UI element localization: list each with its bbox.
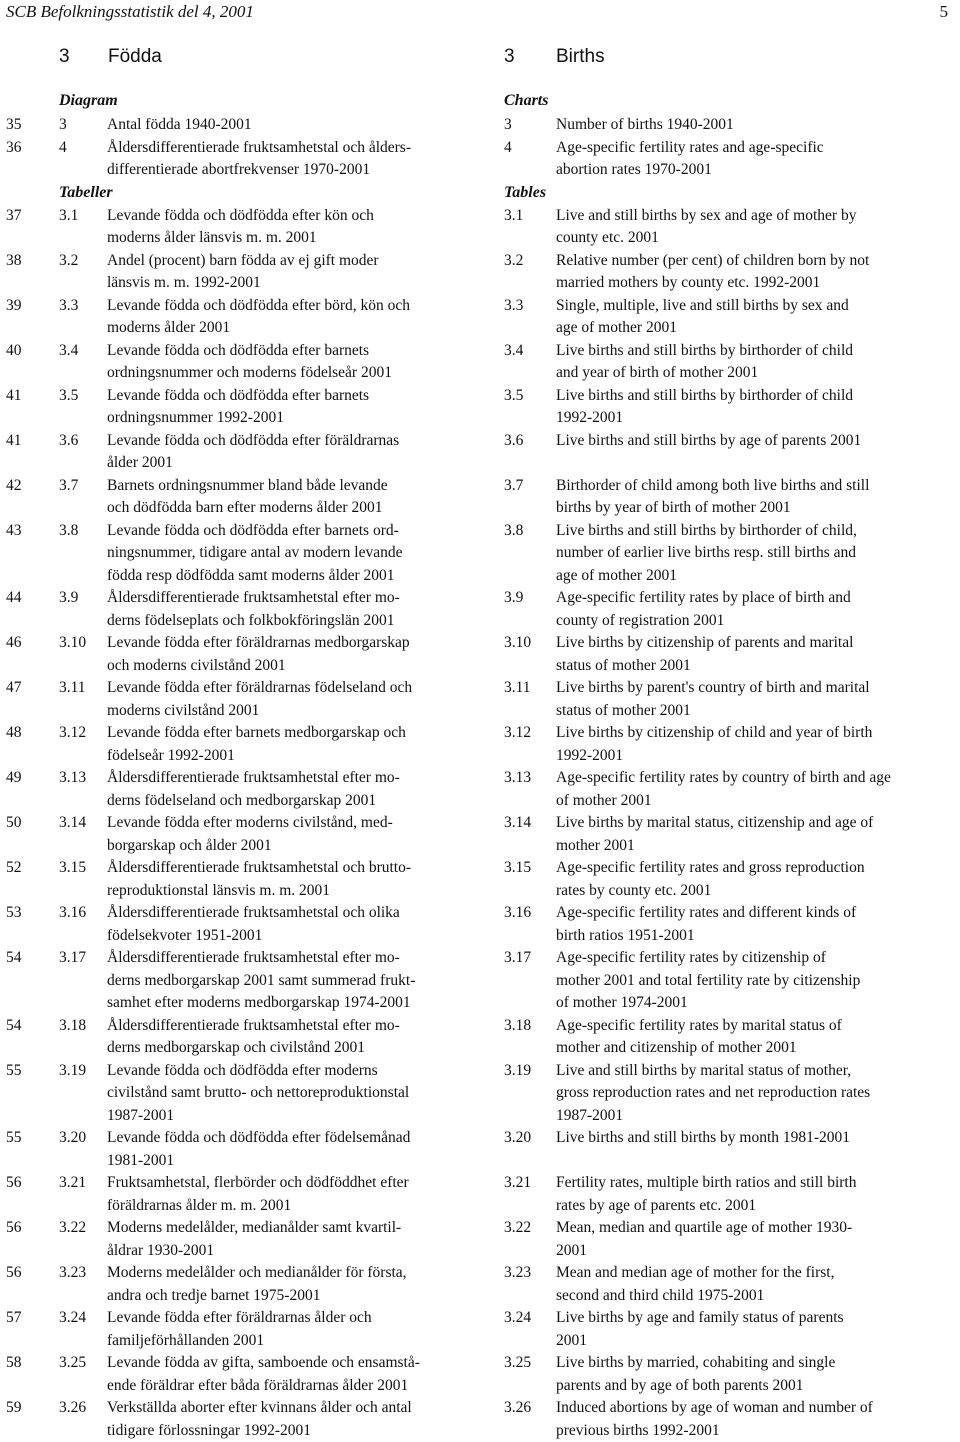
item-title-english [556, 1060, 960, 1128]
title-line: mother and citizenship of mother 2001 [556, 1039, 797, 1056]
item-title-english [556, 385, 960, 430]
title-line: Åldersdifferentierade fruktsamhetstal och brutto- [107, 859, 412, 876]
title-line: derns medborgarskap och civilstånd 2001 [107, 1039, 365, 1056]
title-line: borgarskap och ålder 2001 [107, 836, 272, 854]
item-title-english [556, 430, 960, 453]
title-line: Live births and still births by birthorder of child [556, 386, 854, 404]
section-name: Births [556, 46, 605, 67]
item-title-english [556, 1397, 960, 1442]
title-line: Live and still births by marital status of mother, [556, 1061, 852, 1079]
page-ref: 56 [6, 1264, 22, 1281]
title-line: derns medborgarskap 2001 samt summerad frukt- [107, 971, 416, 989]
title-line: Live births and still births by age of parents 2001 [556, 431, 862, 449]
subheading-diagram: Diagram [59, 92, 118, 109]
item-title-swedish [107, 340, 489, 385]
item-number-swedish: 3.9 [59, 589, 79, 606]
item-number-swedish: 3.7 [59, 476, 79, 494]
title-line: and year of birth of mother 2001 [556, 364, 759, 381]
title-line: Live births by marital status, citizenship and age of [556, 814, 874, 831]
title-line: Antal födda 1940-2001 [107, 116, 252, 133]
page-ref: 52 [6, 859, 22, 876]
title-line: Levande födda och dödfödda efter föräldrarnas [107, 431, 400, 449]
item-title-swedish [107, 520, 489, 588]
title-line: Age-specific fertility rates and age-specific [556, 138, 824, 156]
page-ref: 40 [6, 341, 22, 359]
title-line: samhet efter moderns medborgarskap 1974-2001 [107, 994, 411, 1011]
title-line: derns födelseland och medborgarskap 2001 [107, 791, 377, 809]
title-line: Live births by parent's country of birth and marital [556, 679, 870, 696]
item-number-english: 3.22 [504, 1219, 532, 1236]
item-number-english: 3.14 [504, 814, 532, 831]
item-number-swedish: 3.19 [59, 1061, 87, 1079]
page-ref: 41 [6, 386, 22, 404]
title-line: Number of births 1940-2001 [556, 116, 734, 133]
item-number-swedish: 3.3 [59, 296, 79, 314]
title-line: Fertility rates, multiple birth ratios and still birth [556, 1174, 857, 1191]
title-line: 1987-2001 [556, 1106, 624, 1124]
item-title-english [556, 632, 960, 677]
item-title-swedish [107, 205, 489, 250]
item-number-swedish: 3.15 [59, 859, 87, 876]
item-number-swedish: 3.26 [59, 1399, 87, 1416]
title-line: 1992-2001 [556, 409, 624, 426]
item-number-english: 4 [504, 138, 512, 156]
title-line: ordningsnummer och moderns födelseår 2001 [107, 364, 392, 381]
title-line: länsvis m. m. 1992-2001 [107, 274, 261, 291]
section-name: Födda [108, 46, 162, 67]
item-number-swedish: 3.2 [59, 251, 79, 269]
item-number-swedish: 3.18 [59, 1016, 87, 1034]
item-number-english: 3.7 [504, 476, 524, 494]
item-title-english [556, 205, 960, 250]
title-line: number of earlier live births resp. still births and [556, 544, 857, 561]
item-title-english [556, 340, 960, 385]
item-title-swedish [107, 947, 489, 1015]
item-title-swedish [107, 1307, 489, 1352]
item-number-english: 3.24 [504, 1309, 532, 1326]
item-number-swedish: 3.12 [59, 724, 87, 741]
section-number: 3 [504, 46, 515, 67]
title-line: of mother 2001 [556, 791, 652, 809]
title-line: Andel (procent) barn födda av ej gift moder [107, 251, 379, 269]
title-line: Age-specific fertility rates by marital status of [556, 1016, 842, 1034]
title-line: Live births by age and family status of parents [556, 1309, 844, 1326]
item-title-swedish [107, 1127, 489, 1172]
title-line: civilstånd samt brutto- och nettoreproduktionstal [107, 1084, 410, 1101]
title-line: second and third child 1975-2001 [556, 1286, 765, 1304]
title-line: Mean and median age of mother for the first, [556, 1264, 835, 1281]
page-ref: 35 [6, 116, 22, 133]
item-title-english [556, 1352, 960, 1397]
title-line: previous births 1992-2001 [556, 1421, 720, 1439]
item-number-english: 3.25 [504, 1354, 532, 1371]
item-title-swedish [107, 722, 489, 767]
title-line: Live births by citizenship of parents and marital [556, 634, 854, 651]
page-number: 5 [939, 2, 948, 21]
title-line: mother 2001 and total fertility rate by citizenship [556, 971, 861, 989]
item-number-swedish: 3.22 [59, 1219, 87, 1236]
title-line: Levande födda efter föräldrarnas ålder och [107, 1309, 372, 1326]
item-title-english [556, 250, 960, 295]
page-ref: 49 [6, 769, 22, 786]
item-title-swedish [107, 902, 489, 947]
item-number-swedish: 3.20 [59, 1129, 87, 1146]
title-line: Age-specific fertility rates by country of birth and age [556, 769, 891, 786]
item-title-swedish [107, 587, 489, 632]
item-title-english [556, 587, 960, 632]
page-ref: 50 [6, 814, 22, 831]
title-line: ende föräldrar efter båda föräldrarnas ålder 2001 [107, 1376, 409, 1394]
page-ref: 59 [6, 1399, 22, 1416]
title-line: county etc. 2001 [556, 229, 659, 246]
title-line: Levande födda och dödfödda efter börd, kön och [107, 296, 410, 314]
page-ref: 42 [6, 476, 22, 494]
item-number-english: 3.8 [504, 521, 524, 539]
page-ref: 53 [6, 904, 22, 921]
title-line: age of mother 2001 [556, 319, 677, 336]
title-line: födda resp dödfödda samt moderns ålder 2001 [107, 566, 395, 584]
title-line: Live births by citizenship of child and year of birth [556, 724, 873, 741]
section-title-swedish [59, 46, 162, 68]
item-title-english [556, 114, 960, 137]
item-title-swedish [107, 385, 489, 430]
item-number-swedish: 3.23 [59, 1264, 87, 1281]
title-line: Live births and still births by birthorder of child [556, 341, 854, 359]
item-number-english: 3.17 [504, 949, 532, 966]
item-title-english [556, 295, 960, 340]
item-title-swedish [107, 114, 489, 137]
item-number-swedish: 3.1 [59, 206, 79, 224]
title-line: Levande födda efter föräldrarnas medborgarskap [107, 634, 410, 651]
item-number-swedish: 3.4 [59, 341, 79, 359]
title-line: county of registration 2001 [556, 611, 725, 629]
title-line: Birthorder of child among both live births and still [556, 476, 870, 494]
page-ref: 43 [6, 521, 22, 539]
item-title-english [556, 1217, 960, 1262]
item-number-swedish: 3.21 [59, 1174, 87, 1191]
section-number: 3 [59, 46, 70, 67]
item-title-swedish [107, 1217, 489, 1262]
title-line: Fruktsamhetstal, flerbörder och dödföddhet efter [107, 1174, 409, 1191]
item-title-english [556, 137, 960, 182]
title-line: Levande födda och dödfödda efter barnets [107, 386, 370, 404]
title-line: 2001 [556, 1331, 587, 1349]
title-line: ordningsnummer 1992-2001 [107, 409, 284, 426]
item-number-english: 3.9 [504, 589, 524, 606]
item-title-swedish [107, 1172, 489, 1217]
title-line: födelsekvoter 1951-2001 [107, 926, 263, 944]
item-number-swedish: 3.13 [59, 769, 87, 786]
title-line: parents and by age of both parents 2001 [556, 1376, 804, 1394]
item-number-swedish: 3.24 [59, 1309, 87, 1326]
item-number-english: 3.21 [504, 1174, 532, 1191]
item-number-swedish: 3.14 [59, 814, 87, 831]
item-number-english: 3.2 [504, 251, 524, 269]
title-line: Live births and still births by month 1981-2001 [556, 1129, 851, 1146]
title-line: Åldersdifferentierade fruktsamhetstal och ålders- [107, 138, 411, 156]
page-ref: 38 [6, 251, 22, 269]
title-line: 2001 [556, 1241, 587, 1259]
item-number-swedish: 3.8 [59, 521, 79, 539]
item-number-swedish: 3.11 [59, 679, 86, 696]
title-line: andra och tredje barnet 1975-2001 [107, 1286, 321, 1304]
title-line: Live births by married, cohabiting and single [556, 1354, 836, 1371]
item-number-english: 3 [504, 116, 512, 133]
title-line: föräldrarnas ålder m. m. 2001 [107, 1196, 292, 1214]
item-title-english [556, 1307, 960, 1352]
item-number-english: 3.19 [504, 1061, 532, 1079]
item-number-english: 3.10 [504, 634, 532, 651]
title-line: moderns ålder 2001 [107, 319, 231, 336]
title-line: Levande födda och dödfödda efter barnets ord- [107, 521, 399, 539]
item-number-english: 3.12 [504, 724, 532, 741]
title-line: moderns ålder länsvis m. m. 2001 [107, 229, 317, 246]
page-ref: 36 [6, 138, 22, 156]
item-number-english: 3.20 [504, 1129, 532, 1146]
title-line: derns födelseplats och folkbokföringslän 2001 [107, 611, 395, 629]
item-title-swedish [107, 295, 489, 340]
item-title-english [556, 812, 960, 857]
item-title-swedish [107, 677, 489, 722]
item-number-english: 3.13 [504, 769, 532, 786]
item-number-swedish: 4 [59, 138, 67, 156]
item-title-swedish [107, 767, 489, 812]
item-number-swedish: 3.5 [59, 386, 79, 404]
item-title-swedish [107, 1060, 489, 1128]
title-line: Age-specific fertility rates by place of birth and [556, 589, 851, 606]
title-line: gross reproduction rates and net reproduction rates [556, 1084, 871, 1101]
title-line: Moderns medelålder och medianålder för första, [107, 1264, 407, 1281]
title-line: of mother 1974-2001 [556, 994, 688, 1011]
item-title-english [556, 1172, 960, 1217]
title-line: rates by age of parents etc. 2001 [556, 1196, 757, 1214]
item-title-swedish [107, 137, 489, 182]
title-line: Åldersdifferentierade fruktsamhetstal efter mo- [107, 769, 400, 786]
item-number-english: 3.5 [504, 386, 524, 404]
title-line: Levande födda av gifta, samboende och ensamstå- [107, 1354, 420, 1371]
title-line: married mothers by county etc. 1992-2001 [556, 274, 821, 291]
item-title-english [556, 475, 960, 520]
title-line: och moderns civilstånd 2001 [107, 656, 286, 674]
title-line: 1992-2001 [556, 746, 624, 764]
item-title-english [556, 857, 960, 902]
title-line: Induced abortions by age of woman and number of [556, 1399, 873, 1416]
page-ref: 41 [6, 431, 22, 449]
page-ref: 54 [6, 949, 22, 966]
item-number-english: 3.11 [504, 679, 531, 696]
page-ref: 56 [6, 1219, 22, 1236]
title-line: mother 2001 [556, 836, 635, 854]
item-title-english [556, 1127, 960, 1150]
item-title-swedish [107, 1352, 489, 1397]
title-line: Åldersdifferentierade fruktsamhetstal och olika [107, 904, 400, 921]
title-line: tidigare förlossningar 1992-2001 [107, 1421, 312, 1439]
title-line: ålder 2001 [107, 454, 173, 471]
title-line: Age-specific fertility rates by citizenship of [556, 949, 826, 966]
item-number-english: 3.16 [504, 904, 532, 921]
title-line: Levande födda efter moderns civilstånd, med- [107, 814, 393, 831]
title-line: births by year of birth of mother 2001 [556, 499, 791, 516]
title-line: Mean, median and quartile age of mother 1930- [556, 1219, 853, 1236]
page-ref: 55 [6, 1061, 22, 1079]
title-line: moderns civilstånd 2001 [107, 701, 260, 719]
title-line: Levande födda och dödfödda efter kön och [107, 206, 374, 224]
title-line: Levande födda och dödfödda efter barnets [107, 341, 370, 359]
item-title-english [556, 1015, 960, 1060]
title-line: Relative number (per cent) of children born by not [556, 251, 870, 269]
title-line: Single, multiple, live and still births by sex and [556, 296, 849, 314]
item-title-swedish [107, 857, 489, 902]
title-line: Moderns medelålder, medianålder samt kvartil- [107, 1219, 402, 1236]
page-ref: 57 [6, 1309, 22, 1326]
item-title-swedish [107, 1015, 489, 1060]
page-ref: 54 [6, 1016, 22, 1034]
title-line: Age-specific fertility rates and different kinds of [556, 904, 857, 921]
subheading-tables: Tables [504, 183, 547, 201]
title-line: abortion rates 1970-2001 [556, 161, 712, 178]
title-line: rates by county etc. 2001 [556, 881, 712, 899]
item-title-english [556, 1262, 960, 1307]
title-line: Levande födda efter barnets medborgarskap och [107, 724, 406, 741]
title-line: status of mother 2001 [556, 656, 691, 674]
title-line: differentierade abortfrekvenser 1970-2001 [107, 161, 371, 178]
page-ref: 39 [6, 296, 22, 314]
page-ref: 48 [6, 724, 22, 741]
title-line: Åldersdifferentierade fruktsamhetstal efter mo- [107, 949, 400, 966]
title-line: age of mother 2001 [556, 566, 677, 584]
page-ref: 58 [6, 1354, 22, 1371]
page-ref: 37 [6, 206, 22, 224]
title-line: och dödfödda barn efter moderns ålder 2001 [107, 499, 383, 516]
title-line: Verkställda aborter efter kvinnans ålder och antal [107, 1399, 412, 1416]
page-ref: 44 [6, 589, 22, 606]
title-line: födelseår 1992-2001 [107, 746, 235, 764]
page-ref: 47 [6, 679, 22, 696]
title-line: reproduktionstal länsvis m. m. 2001 [107, 881, 331, 899]
title-line: Levande födda efter föräldrarnas födelseland och [107, 679, 413, 696]
item-number-swedish: 3.16 [59, 904, 87, 921]
item-number-english: 3.4 [504, 341, 524, 359]
item-number-swedish: 3.17 [59, 949, 87, 966]
item-title-english [556, 947, 960, 1015]
item-title-swedish [107, 250, 489, 295]
title-line: birth ratios 1951-2001 [556, 926, 695, 944]
section-title-english [504, 46, 605, 68]
subheading-tabeller: Tabeller [59, 183, 113, 201]
subheading-charts: Charts [504, 92, 549, 109]
page-ref: 46 [6, 634, 22, 651]
title-line: Levande födda och dödfödda efter födelsemånad [107, 1129, 411, 1146]
item-number-english: 3.15 [504, 859, 532, 876]
item-number-english: 3.3 [504, 296, 524, 314]
title-line: Live and still births by sex and age of mother by [556, 206, 857, 224]
item-title-swedish [107, 475, 489, 520]
title-line: åldrar 1930-2001 [107, 1241, 215, 1259]
title-line: Åldersdifferentierade fruktsamhetstal efter mo- [107, 1016, 400, 1034]
title-line: ningsnummer, tidigare antal av modern levande [107, 544, 403, 561]
item-number-swedish: 3 [59, 116, 67, 133]
page-ref: 56 [6, 1174, 22, 1191]
item-title-swedish [107, 812, 489, 857]
item-number-english: 3.23 [504, 1264, 532, 1281]
item-title-english [556, 767, 960, 812]
item-number-swedish: 3.25 [59, 1354, 87, 1371]
title-line: 1987-2001 [107, 1106, 175, 1124]
item-title-swedish [107, 1397, 489, 1442]
item-number-english: 3.6 [504, 431, 524, 449]
item-number-english: 3.26 [504, 1399, 532, 1416]
title-line: status of mother 2001 [556, 701, 691, 719]
item-title-english [556, 902, 960, 947]
item-number-swedish: 3.6 [59, 431, 79, 449]
title-line: Levande födda och dödfödda efter moderns [107, 1061, 378, 1079]
item-title-swedish [107, 632, 489, 677]
title-line: familjeförhållanden 2001 [107, 1331, 265, 1349]
item-title-english [556, 677, 960, 722]
item-title-english [556, 520, 960, 588]
item-number-english: 3.18 [504, 1016, 532, 1034]
item-number-english: 3.1 [504, 206, 524, 224]
item-title-swedish [107, 430, 489, 475]
item-number-swedish: 3.10 [59, 634, 87, 651]
title-line: Age-specific fertility rates and gross reproduction [556, 859, 865, 876]
item-title-swedish [107, 1262, 489, 1307]
item-title-english [556, 722, 960, 767]
title-line: Live births and still births by birthorder of child, [556, 521, 857, 539]
title-line: Åldersdifferentierade fruktsamhetstal efter mo- [107, 589, 400, 606]
page-ref: 55 [6, 1129, 22, 1146]
title-line: Barnets ordningsnummer bland både levande [107, 476, 388, 494]
publication-title: SCB Befolkningsstatistik del 4, 2001 [6, 2, 254, 21]
title-line: 1981-2001 [107, 1151, 175, 1169]
